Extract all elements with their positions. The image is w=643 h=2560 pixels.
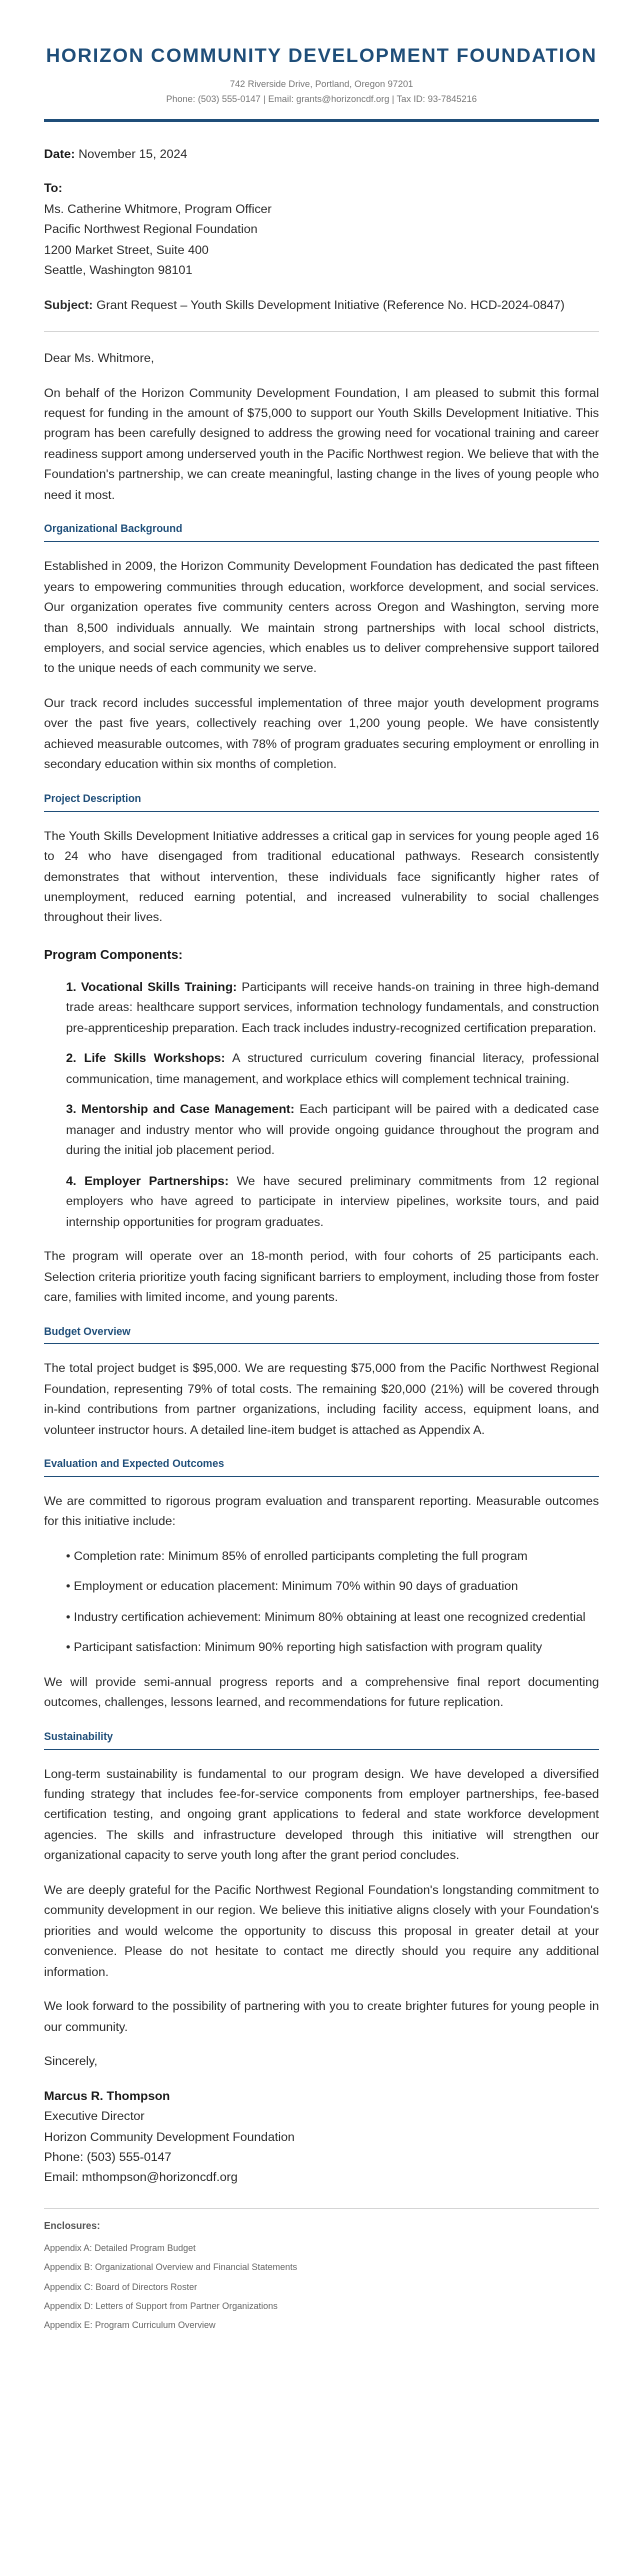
- enclosure-item: Appendix D: Letters of Support from Partner Organizations: [44, 2301, 278, 2312]
- divider: [44, 331, 599, 332]
- section-heading-evaluation: Evaluation and Expected Outcomes: [44, 1458, 599, 1477]
- component-text: We have secured preliminary commitments from 12 regional employers who have agreed to participate in interview pipelines, worksite tours, and paid internship opportunities for program graduates.: [66, 1173, 600, 1229]
- component-label: 4. Employer Partnerships:: [66, 1173, 229, 1188]
- subject-label: Subject:: [44, 297, 93, 312]
- component-label: 1. Vocational Skills Training:: [66, 980, 237, 995]
- signer-org: Horizon Community Development Foundation: [44, 2129, 295, 2144]
- section-heading-background: Organizational Background: [44, 523, 599, 542]
- evaluation-intro: We are committed to rigorous program evaluation and transparent reporting. Measurable outcomes for this initiative include:: [44, 1493, 599, 1529]
- component-label: 3. Mentorship and Case Management:: [66, 1102, 295, 1117]
- project-closing: The program will operate over an 18-month period, with four cohorts of 25 participants each. Selection criteria prioritize youth facing significant barriers to employment, including those from foster care, families with limited income, and young parents.: [44, 1249, 599, 1305]
- component-text: Each participant will be paired with a dedicated case manager and industry mentor who will provide ongoing guidance throughout the program and during the initial job placement period.: [66, 1102, 599, 1158]
- program-component: [66, 1171, 599, 1232]
- salutation: Dear Ms. Whitmore,: [44, 351, 155, 366]
- recipient-line: 1200 Market Street, Suite 400: [44, 242, 209, 257]
- closing: Sincerely,: [44, 2054, 98, 2069]
- intro-paragraph: On behalf of the Horizon Community Development Foundation, I am pleased to submit this formal request for funding in the amount of $75,000 to support our Youth Skills Development Initiative. This program has been carefully designed to address the growing need for vocational training and career readiness support among underserved youth in the Pacific Northwest region. We believe that with the Foundation's partnership, we can create meaningful, lasting change in the lives of young people who need it most.: [44, 385, 599, 502]
- recipient-line: Ms. Catherine Whitmore, Program Officer: [44, 201, 272, 216]
- enclosures-title: Enclosures:: [44, 2220, 101, 2232]
- program-component: [66, 1048, 599, 1089]
- date-label: Date:: [44, 146, 75, 161]
- section-heading-budget: Budget Overview: [44, 1326, 599, 1345]
- subject-line: [44, 295, 599, 315]
- enclosure-item: Appendix B: Organizational Overview and Financial Statements: [44, 2262, 298, 2273]
- outcome-item: • Completion rate: Minimum 85% of enrolled participants completing the full program: [66, 1548, 528, 1563]
- components-heading: Program Components:: [44, 946, 183, 962]
- gratitude-paragraph: We are deeply grateful for the Pacific Northwest Regional Foundation's longstanding commitment to community development in our region. We believe this initiative aligns closely with your Foundation's priorities and would welcome the opportunity to discuss this proposal in greater detail at your convenience. Please do not hesitate to contact me directly should you require any additional information.: [44, 1882, 599, 1979]
- outlook-paragraph: We look forward to the possibility of partnering with you to create brighter futures for young people in our community.: [44, 1999, 599, 2034]
- enclosure-item: Appendix C: Board of Directors Roster: [44, 2281, 198, 2292]
- date-value: November 15, 2024: [78, 146, 188, 161]
- section-heading-sustainability: Sustainability: [44, 1731, 599, 1750]
- signature-block: [44, 2086, 599, 2188]
- enclosure-item: Appendix E: Program Curriculum Overview: [44, 2320, 216, 2331]
- section-heading-project: Project Description: [44, 793, 599, 812]
- recipient-line: Pacific Northwest Regional Foundation: [44, 222, 258, 237]
- letterhead: [44, 44, 599, 122]
- outcome-item: • Employment or education placement: Minimum 70% within 90 days of graduation: [66, 1579, 519, 1594]
- enclosures: [44, 2208, 599, 2336]
- background-paragraph: Our track record includes successful implementation of three major youth development programs over the past five years, collectively reaching over 1,200 young people. We have consistently achieved measurable outcomes, with 78% of program graduates securing employment or enrolling in secondary education within six months of completion.: [44, 695, 599, 772]
- date-block: [44, 144, 599, 164]
- sustainability-paragraph: Long-term sustainability is fundamental to our program design. We have developed a diversified funding strategy that includes fee-for-service components from employer partnerships, fee-based certification testing, and ongoing grant applications to federal and state workforce development agencies. The skills and infrastructure developed through this initiative will strengthen our organizational capacity to serve youth long after the grant period concludes.: [44, 1766, 599, 1863]
- org-address: 742 Riverside Drive, Portland, Oregon 97201: [229, 79, 414, 90]
- org-contact: Phone: (503) 555-0147 | Email: grants@horizoncdf.org | Tax ID: 93-7845216: [166, 94, 477, 105]
- outcome-item: • Industry certification achievement: Minimum 80% obtaining at least one recognized credential: [66, 1609, 586, 1624]
- background-paragraph: Established in 2009, the Horizon Community Development Foundation has dedicated the past fifteen years to empowering communities through education, workforce development, and social services. Our organization operates five community centers across Oregon and Washington, serving more than 8,500 individuals annually. We maintain strong partnerships with local school districts, employers, and social service agencies, which enables us to deliver comprehensive support tailored to the unique needs of each community we serve.: [44, 559, 599, 676]
- recipient-block: [44, 178, 599, 280]
- subject-value: Grant Request – Youth Skills Development Initiative (Reference No. HCD-2024-0847): [96, 297, 565, 312]
- signer-phone: Phone: (503) 555-0147: [44, 2150, 172, 2164]
- evaluation-closing: We will provide semi-annual progress reports and a comprehensive final report documenting outcomes, challenges, lessons learned, and recommendations for future replication.: [44, 1674, 599, 1710]
- program-component: [66, 1099, 599, 1160]
- signer-title: Executive Director: [44, 2109, 145, 2124]
- component-text: A structured curriculum covering financial literacy, professional communication, time management, and workplace ethics will complement technical training.: [66, 1051, 599, 1086]
- component-label: 2. Life Skills Workshops:: [66, 1051, 226, 1066]
- component-text: Participants will receive hands-on training in three high-demand trade areas: healthcare support services, information technology fundamentals, and construction pre-apprenticeship preparation. Each track includes industry-recognized certification preparation.: [66, 980, 599, 1035]
- enclosure-item: Appendix A: Detailed Program Budget: [44, 2243, 196, 2254]
- budget-paragraph: The total project budget is $95,000. We are requesting $75,000 from the Pacific Northwest Regional Foundation, representing 79% of total costs. The remaining $20,000 (21%) will be covered through in-kind contributions from partner organizations, including facility access, equipment loans, and volunteer instructor hours. A detailed line-item budget is attached as Appendix A.: [44, 1361, 599, 1437]
- program-component: [66, 977, 599, 1038]
- recipient-line: Seattle, Washington 98101: [44, 263, 193, 278]
- outcome-item: • Participant satisfaction: Minimum 90% reporting high satisfaction with program quality: [66, 1640, 543, 1655]
- signer-name: Marcus R. Thompson: [44, 2088, 170, 2103]
- signer-email: Email: mthompson@horizoncdf.org: [44, 2170, 238, 2185]
- project-paragraph: The Youth Skills Development Initiative addresses a critical gap in services for young people aged 16 to 24 who have disengaged from traditional educational pathways. Research consistently demonstrates that without intervention, these individuals face significantly higher rates of unemployment, reduced earning potential, and increased vulnerability to social challenges throughout their lives.: [44, 828, 599, 925]
- recipient-label: To:: [44, 181, 63, 196]
- org-name: HORIZON COMMUNITY DEVELOPMENT FOUNDATION: [45, 45, 598, 67]
